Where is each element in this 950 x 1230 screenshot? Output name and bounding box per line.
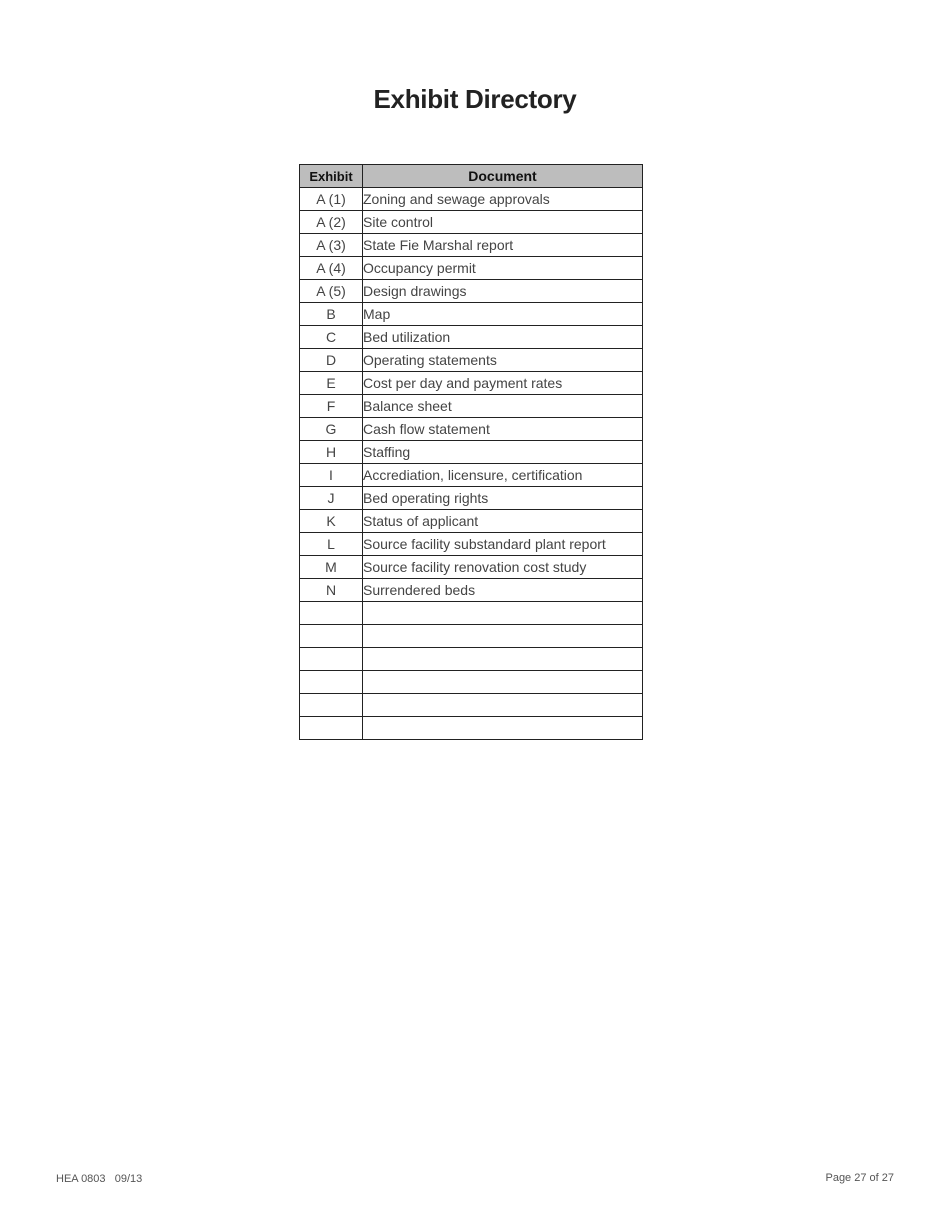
table-row [300,671,643,694]
table-row [300,349,643,372]
exhibit-directory-table [299,164,643,740]
exhibit-cell: C [300,326,363,349]
exhibit-cell: G [300,418,363,441]
table-row [300,533,643,556]
document-cell: Bed utilization [363,326,643,349]
exhibit-cell: D [300,349,363,372]
exhibit-cell: A (4) [300,257,363,280]
exhibit-cell: K [300,510,363,533]
exhibit-cell: F [300,395,363,418]
exhibit-cell: J [300,487,363,510]
exhibit-cell [300,694,363,717]
document-cell: Status of applicant [363,510,643,533]
document-cell: Bed operating rights [363,487,643,510]
document-cell: Operating statements [363,349,643,372]
document-cell [363,648,643,671]
document-cell: Accrediation, licensure, certification [363,464,643,487]
table-row [300,303,643,326]
table-row [300,188,643,211]
document-cell: Design drawings [363,280,643,303]
table-row [300,211,643,234]
exhibit-cell [300,602,363,625]
exhibit-cell: H [300,441,363,464]
table-row [300,441,643,464]
exhibit-cell: B [300,303,363,326]
document-cell: Staffing [363,441,643,464]
document-cell [363,602,643,625]
document-cell: Map [363,303,643,326]
page-title: Exhibit Directory [373,84,577,114]
document-cell: Balance sheet [363,395,643,418]
exhibit-cell [300,648,363,671]
column-header-document: Document [363,165,643,188]
table-body [300,188,643,740]
table-row [300,556,643,579]
exhibit-cell [300,717,363,740]
exhibit-cell: L [300,533,363,556]
exhibit-cell: A (5) [300,280,363,303]
exhibit-cell: M [300,556,363,579]
table-row [300,257,643,280]
table-row [300,464,643,487]
table-row [300,234,643,257]
document-cell: Occupancy permit [363,257,643,280]
document-cell: Source facility substandard plant report [363,533,643,556]
table-row [300,395,643,418]
table-row [300,625,643,648]
table-header-row [300,165,643,188]
exhibit-cell: A (3) [300,234,363,257]
document-cell [363,694,643,717]
document-cell: Source facility renovation cost study [363,556,643,579]
document-cell: Surrendered beds [363,579,643,602]
table-row [300,602,643,625]
exhibit-cell: A (2) [300,211,363,234]
table-row [300,487,643,510]
exhibit-cell: E [300,372,363,395]
form-id: HEA 0803 09/13 [56,1173,143,1185]
exhibit-cell: I [300,464,363,487]
document-cell: Cost per day and payment rates [363,372,643,395]
document-cell: Zoning and sewage approvals [363,188,643,211]
exhibit-cell [300,671,363,694]
exhibit-cell: N [300,579,363,602]
table-row [300,372,643,395]
table-row [300,717,643,740]
table-row [300,579,643,602]
document-cell: Cash flow statement [363,418,643,441]
table-row [300,694,643,717]
exhibit-cell [300,625,363,648]
table-row [300,510,643,533]
table-row [300,418,643,441]
document-cell [363,625,643,648]
document-cell [363,717,643,740]
exhibit-cell: A (1) [300,188,363,211]
table-row [300,648,643,671]
document-cell: State Fie Marshal report [363,234,643,257]
table-row [300,326,643,349]
document-cell [363,671,643,694]
page-number: Page 27 of 27 [825,1172,894,1184]
document-cell: Site control [363,211,643,234]
column-header-exhibit: Exhibit [300,165,363,188]
table-row [300,280,643,303]
